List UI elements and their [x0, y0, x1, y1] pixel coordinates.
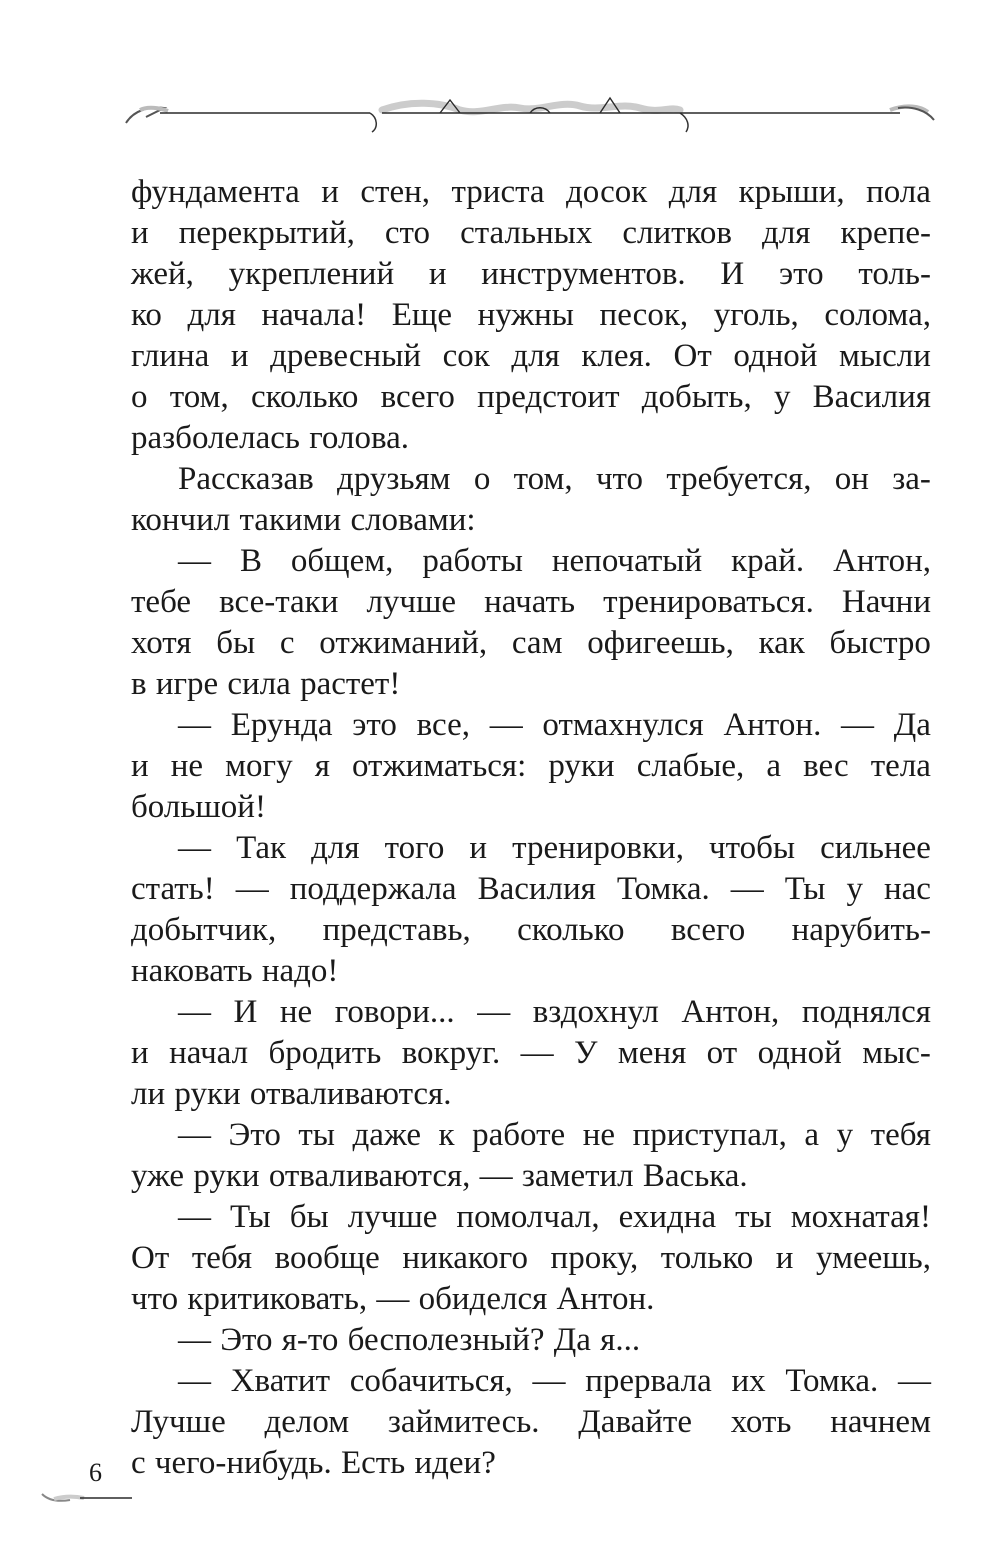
text-line: ли руки отваливаются. — [131, 1076, 452, 1112]
page-number: 6 — [89, 1458, 102, 1487]
ornament-top-divider — [120, 88, 940, 138]
text-line: жей, укреплений и инструментов. И это толь- — [131, 256, 931, 292]
text-line: глина и древесный сок для клея. От одной мысли — [131, 338, 931, 374]
text-line: в игре сила растет! — [131, 666, 401, 702]
text-line: — В общем, работы непочатый край. Антон, — [178, 543, 931, 579]
text-line: добытчик, представь, сколько всего нарубить- — [131, 912, 931, 948]
text-line: — Ты бы лучше помолчал, ехидна ты мохнатая! — [178, 1199, 931, 1235]
text-line: о том, сколько всего предстоит добыть, у Василия — [131, 379, 931, 415]
text-line: — Ерунда это все, — отмахнулся Антон. — Да — [178, 707, 931, 743]
text-line: большой! — [131, 789, 266, 825]
text-line: и не могу я отжиматься: руки слабые, а вес тела — [131, 748, 931, 784]
text-line: стать! — поддержала Василия Томка. — Ты у нас — [131, 871, 931, 907]
text-line: уже руки отваливаются, — заметил Васька. — [131, 1158, 748, 1194]
page-text — [131, 172, 931, 1484]
text-line: фундамента и стен, триста досок для крыши, пола — [131, 174, 931, 210]
text-line: что критиковать, — обиделся Антон. — [131, 1281, 655, 1317]
text-line: с чего-нибудь. Есть идеи? — [131, 1445, 496, 1481]
text-line: наковать надо! — [131, 953, 339, 989]
text-line: разболелась голова. — [131, 420, 409, 456]
text-line: кончил такими словами: — [131, 502, 476, 538]
text-line: и перекрытий, сто стальных слитков для крепе- — [131, 215, 931, 251]
text-line: — Это я-то бесполезный? Да я... — [178, 1322, 641, 1358]
text-line: От тебя вообще никакого проку, только и умеешь, — [131, 1240, 931, 1276]
text-line: хотя бы с отжиманий, сам офигеешь, как быстро — [131, 625, 931, 661]
text-line: ко для начала! Еще нужны песок, уголь, солома, — [131, 297, 931, 333]
text-line: — Так для того и тренировки, чтобы сильнее — [178, 830, 931, 866]
text-line: — Хватит собачиться, — прервала их Томка. — — [178, 1363, 931, 1399]
text-line: и начал бродить вокруг. — У меня от одной мыс- — [131, 1035, 931, 1071]
text-line: — Это ты даже к работе не приступал, а у тебя — [178, 1117, 931, 1153]
text-line: тебе все-таки лучше начать тренироваться. Начни — [131, 584, 931, 620]
text-line: Рассказав друзьям о том, что требуется, он за- — [178, 461, 931, 497]
text-line: — И не говори... — вздохнул Антон, поднялся — [178, 994, 931, 1030]
text-line: Лучше делом займитесь. Давайте хоть начнем — [131, 1404, 931, 1440]
ornament-bottom-divider — [40, 1490, 140, 1504]
